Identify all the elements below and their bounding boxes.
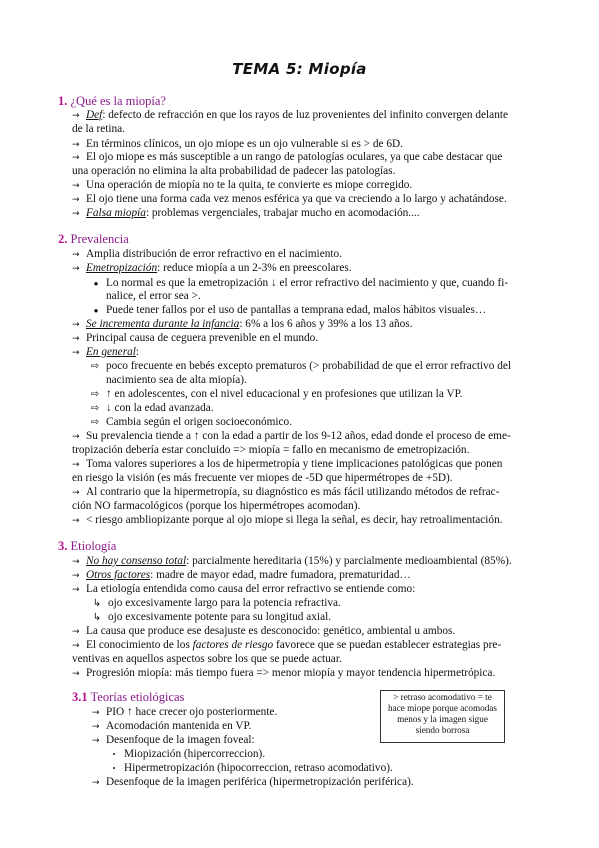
hollow-arrow-icon: ⇨ bbox=[90, 361, 100, 372]
bullet-icon: • bbox=[112, 750, 116, 759]
sub-bullet-line: ⇨ ↓ con la edad avanzada. bbox=[84, 401, 214, 416]
subsection-heading-3-1: 3.1 Teorías etiológicas bbox=[72, 690, 185, 704]
note-line: > retraso acomodativo = te bbox=[393, 692, 492, 702]
text-line: → La causa que produce ese desajuste es desconocido: genético, ambiental u ambos. bbox=[72, 625, 456, 637]
arrow-icon: → bbox=[72, 488, 80, 498]
text-line: una operación no elimina la alta probabilidad de padecer las patologías. bbox=[72, 165, 396, 177]
sub-bullet-line: ↳ ojo excesivamente largo para la potencia refractiva. bbox=[86, 596, 341, 611]
text-line: → Una operación de miopía no te la quita, te convierte es miope corregido. bbox=[72, 179, 413, 191]
arrow-icon: → bbox=[72, 571, 80, 581]
text-line: tropización debería estar concluido => miopía = fallo en mecanismo de emetropización. bbox=[72, 444, 470, 456]
text-line: → Se incrementa durante la infancia: 6% a los 6 años y 39% a los 13 años. bbox=[72, 318, 413, 330]
text-line: → Desenfoque de la imagen foveal: bbox=[92, 734, 255, 746]
text-line: → < riesgo ambliopizante porque al ojo miope si llega la señal, es decir, hay retroalimentación. bbox=[72, 514, 503, 526]
arrow-icon: → bbox=[92, 736, 100, 746]
arrow-icon: → bbox=[72, 209, 80, 219]
section-heading-1: 1. ¿Qué es la miopía? bbox=[58, 94, 166, 108]
text-line: → Toma valores superiores a los de hipermetropía y tiene implicaciones patológicas que ponen bbox=[72, 458, 503, 470]
arrow-icon: → bbox=[72, 557, 80, 567]
arrow-icon: → bbox=[72, 641, 80, 651]
text-line: → Progresión miopía: más tiempo fuera => menor miopía y mayor tendencia hipermetrópica. bbox=[72, 667, 496, 679]
hollow-arrow-icon: ⇨ bbox=[90, 417, 100, 428]
note-line: hace miope porque acomodas bbox=[388, 703, 497, 713]
bullet-line: • Hipermetropización (hipocorreccion, retraso acomodativo). bbox=[104, 761, 393, 776]
hollow-arrow-icon: ⇨ bbox=[90, 389, 100, 400]
text-line: → Acomodación mantenida en VP. bbox=[92, 720, 252, 732]
arrow-icon: → bbox=[92, 778, 100, 788]
text-line: → El conocimiento de los factores de riesgo favorece que se puedan establecer estrategias pre- bbox=[72, 639, 502, 651]
arrow-icon: → bbox=[72, 348, 80, 358]
arrow-icon: → bbox=[72, 250, 80, 260]
text-line: → En términos clínicos, un ojo miope es un ojo vulnerable si es > de 6D. bbox=[72, 138, 403, 150]
arrow-icon: → bbox=[72, 264, 80, 274]
text-line: → Def: defecto de refracción en que los rayos de luz provenientes del infinito convergen delante bbox=[72, 109, 509, 121]
arrow-icon: → bbox=[72, 195, 80, 205]
text-line: → El ojo miope es más susceptible a un rango de patologías oculares, ya que cabe destacar que bbox=[72, 151, 503, 163]
arrow-icon: → bbox=[72, 627, 80, 637]
arrow-icon: → bbox=[72, 111, 80, 121]
text-line: ventivas en aquellos aspectos sobre los que se puede actuar. bbox=[72, 653, 342, 665]
hook-arrow-icon: ↳ bbox=[92, 612, 102, 623]
text-line: → El ojo tiene una forma cada vez menos esférica ya que va creciendo a lo largo y achatándose. bbox=[72, 193, 507, 205]
text-line: → Al contrario que la hipermetropía, su diagnóstico es más fácil utilizando métodos de refrac- bbox=[72, 486, 500, 498]
note-line: siendo borrosa bbox=[415, 725, 470, 735]
text-line: → Desenfoque de la imagen periférica (hipermetropización periférica). bbox=[92, 776, 414, 788]
arrow-icon: → bbox=[72, 153, 80, 163]
bullet-line: • Miopización (hipercorreccion). bbox=[104, 747, 265, 762]
section-heading-3: 3. Etiología bbox=[58, 539, 117, 553]
text-line: nacimiento sea de alta miopía). bbox=[106, 374, 247, 386]
text-line: → No hay consenso total: parcialmente hereditaria (15%) y parcialmente medioambiental (85%). bbox=[72, 555, 512, 567]
bullet-icon: ● bbox=[93, 279, 99, 288]
section-heading-2: 2. Prevalencia bbox=[58, 232, 129, 246]
arrow-icon: → bbox=[92, 722, 100, 732]
arrow-icon: → bbox=[72, 320, 80, 330]
text-line: nalice, el error sea >. bbox=[106, 290, 201, 302]
text-line: → Otros factores: madre de mayor edad, madre fumadora, prematuridad… bbox=[72, 569, 411, 581]
sub-bullet-line: ⇨ ↑ en adolescentes, con el nivel educacional y en profesiones que utilizan la VP. bbox=[84, 387, 462, 402]
text-line: de la retina. bbox=[72, 123, 126, 135]
text-line: → Su prevalencia tiende a ↑ con la edad a partir de los 9-12 años, edad donde el proceso de eme- bbox=[72, 430, 511, 442]
hook-arrow-icon: ↳ bbox=[92, 598, 102, 609]
text-line: → La etiología entendida como causa del error refractivo se entiende como: bbox=[72, 583, 416, 595]
arrow-icon: → bbox=[72, 334, 80, 344]
note-box bbox=[380, 690, 505, 743]
sub-bullet-line: ⇨ Cambia según el origen socioeconómico. bbox=[84, 415, 292, 430]
bullet-line: ● Puede tener fallos por el uso de pantallas a temprana edad, malos hábitos visuales… bbox=[86, 303, 486, 318]
text-line: → Emetropización: reduce miopía a un 2-3% en preescolares. bbox=[72, 262, 352, 274]
arrow-icon: → bbox=[72, 181, 80, 191]
arrow-icon: → bbox=[92, 708, 100, 718]
text-line: ción NO farmacológicos (porque los hipermétropes acomodan). bbox=[72, 500, 361, 512]
text-line: → Principal causa de ceguera prevenible en el mundo. bbox=[72, 332, 319, 344]
text-line: → Falsa miopía: problemas vergenciales, trabajar mucho en acomodación.... bbox=[72, 207, 420, 219]
page-title: TEMA 5: Miopía bbox=[232, 60, 367, 78]
hollow-arrow-icon: ⇨ bbox=[90, 403, 100, 414]
arrow-icon: → bbox=[72, 460, 80, 470]
text-line: → En general: bbox=[72, 346, 140, 358]
arrow-icon: → bbox=[72, 669, 80, 679]
text-line: → Amplia distribución de error refractivo en el nacimiento. bbox=[72, 248, 342, 260]
arrow-icon: → bbox=[72, 516, 80, 526]
arrow-icon: → bbox=[72, 140, 80, 150]
arrow-icon: → bbox=[72, 585, 80, 595]
text-line: en riesgo la visión (es más frecuente ver miopes de -5D que hipermétropes de +5D). bbox=[72, 472, 453, 484]
sub-bullet-line: ↳ ojo excesivamente potente para su longitud axial. bbox=[86, 610, 331, 625]
bullet-icon: ● bbox=[93, 306, 99, 315]
bullet-icon: • bbox=[112, 764, 116, 773]
note-line: menos y la imagen sigue bbox=[397, 714, 488, 724]
bullet-line: ● Lo normal es que la emetropización ↓ el error refractivo del nacimiento y que, cuando fi- bbox=[86, 276, 508, 291]
sub-bullet-line: ⇨ poco frecuente en bebés excepto prematuros (> probabilidad de que el error refractivo del bbox=[84, 359, 511, 374]
arrow-icon: → bbox=[72, 432, 80, 442]
text-line: → PIO ↑ hace crecer ojo posteriormente. bbox=[92, 706, 278, 718]
